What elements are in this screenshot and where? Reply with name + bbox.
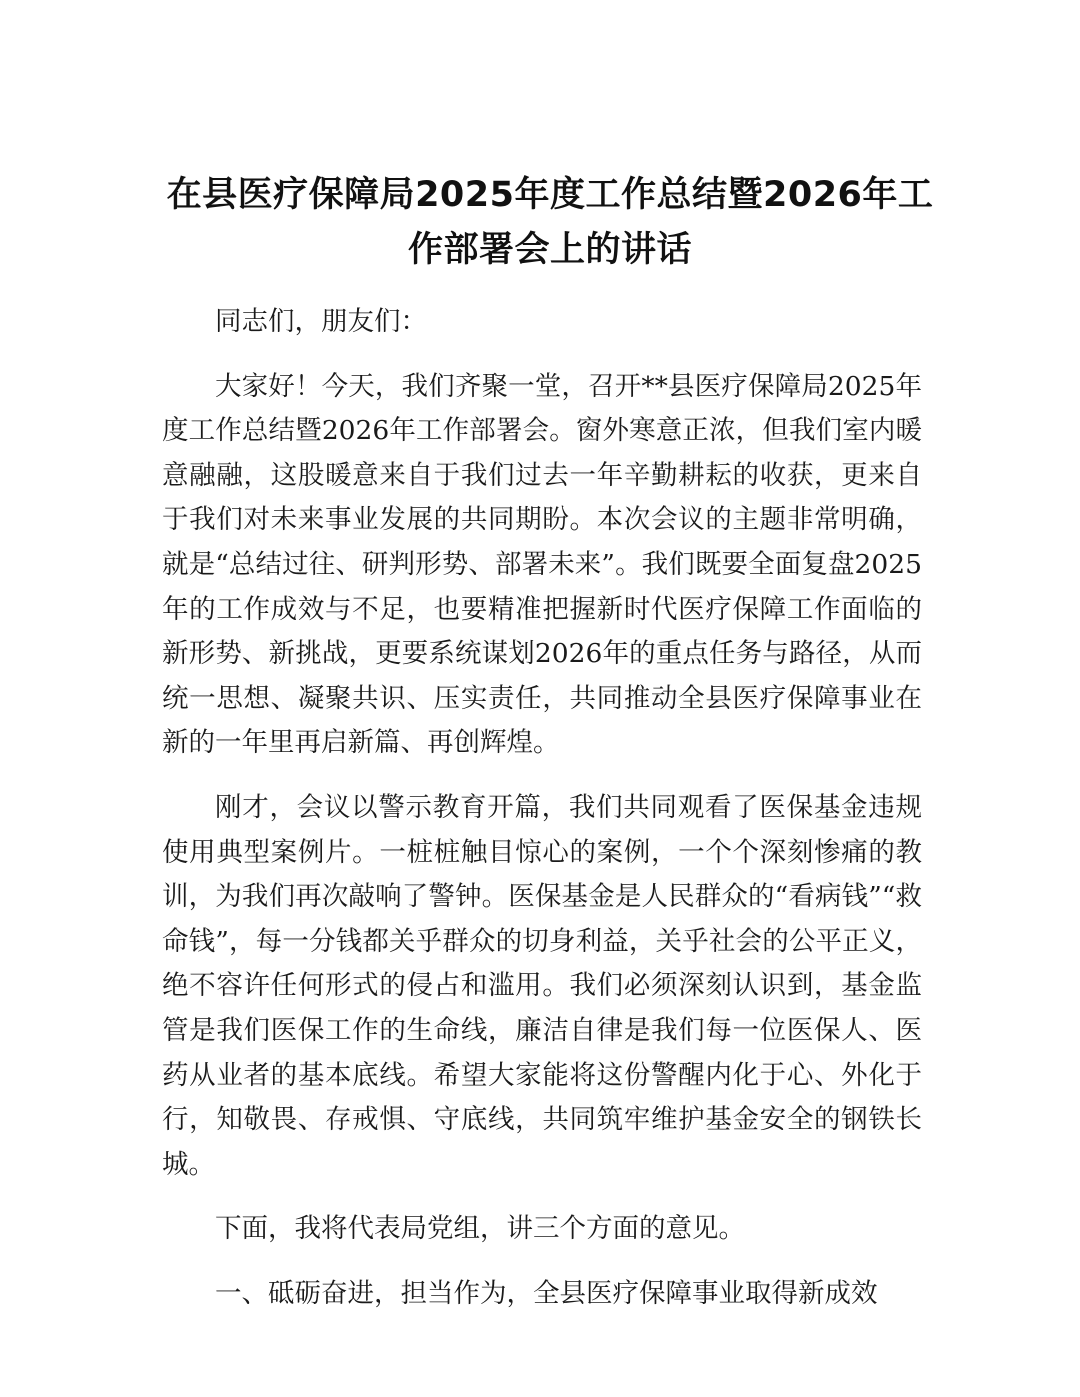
document-title: 在县医疗保障局2025年度工作总结暨2026年工作部署会上的讲话 [166,175,934,270]
paragraph-opening: 大家好！今天，我们齐聚一堂，召开**县医疗保障局2025年度工作总结暨2026年工作部署会。窗外寒意正浓，但我们室内暖意融融，这股暖意来自于我们过去一年辛勤耕耘的收获，更来自于我们对未来事业发展的共同期盼。本次会议的主题非常明确，就是“总结过往、研判形势、部署未来”。我们既要全面复盘2025年的工作成效与不足，也要精准把握新时代医疗保障工作面临的新形势、新挑战，更要系统谋划2026年的重点任务与路径，从而统一思想、凝聚共识、压实责任，共同推动全县医疗保障事业在新的一年里再启新篇、再创辉煌。 [162,370,922,759]
paragraph-transition: 下面，我将代表局党组，讲三个方面的意见。 [215,1213,745,1245]
paragraph-warning-education: 刚才，会议以警示教育开篇，我们共同观看了医保基金违规使用典型案例片。一桩桩触目惊心的案例，一个个深刻惨痛的教训，为我们再次敲响了警钟。医保基金是人民群众的“看病钱”“救命钱”，每一分钱都关乎群众的切身利益，关乎社会的公平正义，绝不容许任何形式的侵占和滥用。我们必须深刻认识到，基金监管是我们医保工作的生命线，廉洁自律是我们每一位医保人、医药从业者的基本底线。希望大家能将这份警醒内化于心、外化于行，知敬畏、存戒惧、守底线，共同筑牢维护基金安全的钢铁长城。 [162,791,922,1180]
document-body [162,300,922,1316]
greeting: 同志们，朋友们： [215,306,427,337]
section-heading: 一、砥砺奋进，担当作为，全县医疗保障事业取得新成效 [215,1277,878,1309]
